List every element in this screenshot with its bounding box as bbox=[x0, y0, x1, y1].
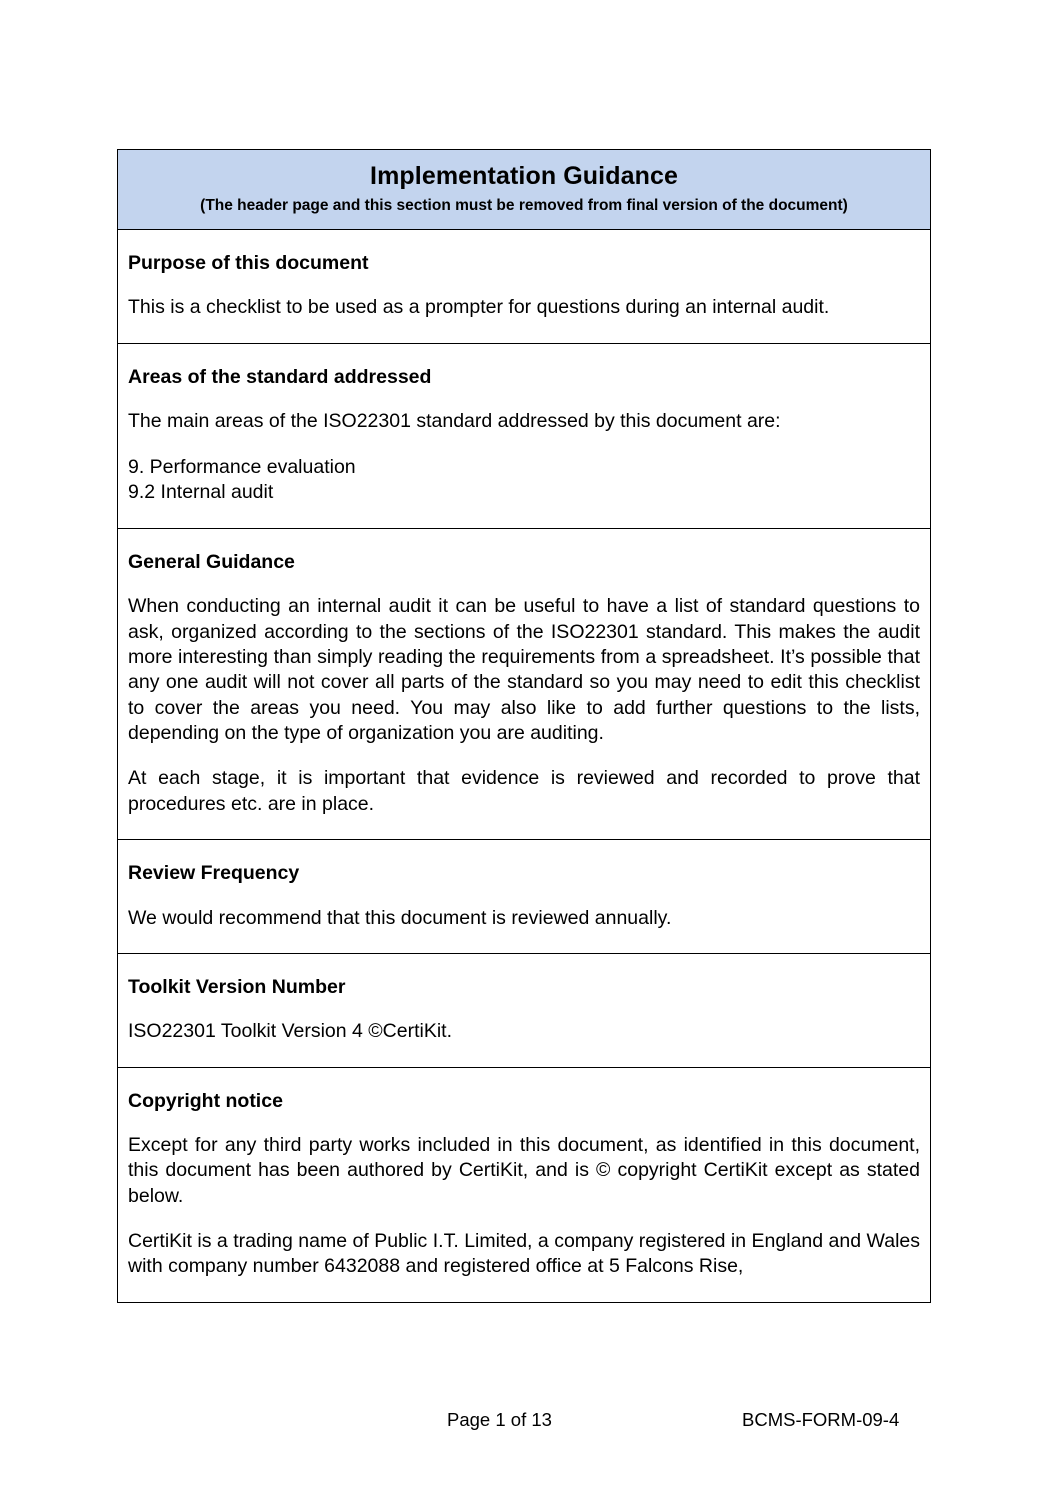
implementation-guidance-table bbox=[117, 149, 931, 1303]
section-paragraph: At each stage, it is important that evidence is reviewed and recorded to prove that procedures etc. are in place. bbox=[128, 767, 920, 815]
section-toolkit-version-number bbox=[118, 975, 930, 1068]
footer-document-reference: BCMS-FORM-09-4 bbox=[742, 1409, 900, 1430]
section-paragraph: When conducting an internal audit it can be useful to have a list of standard questions to ask, organized according to the sections of the ISO22301 standard. This makes the audit more interesting than simply reading the requirements from a spreadsheet. It’s possible that any one audit will not cover all parts of the standard so you may need to edit this checklist to cover the areas you need. You may also like to add further questions to the lists, depending on the type of organization you are auditing. bbox=[128, 595, 920, 745]
section-paragraph: Except for any third party works included in this document, as identified in this document, this document has been authored by CertiKit, and is © copyright CertiKit except as stated below. bbox=[128, 1133, 920, 1207]
section-copyright-notice bbox=[118, 1089, 930, 1303]
standard-areas-list bbox=[128, 455, 920, 506]
header-removal-notice: (The header page and this section must be removed from final version of the document) bbox=[200, 196, 848, 214]
section-heading: Review Frequency bbox=[128, 862, 300, 885]
section-heading: Areas of the standard addressed bbox=[128, 365, 432, 388]
section-review-frequency bbox=[118, 861, 930, 954]
section-heading: Toolkit Version Number bbox=[128, 975, 346, 998]
footer-page-number: Page 1 of 13 bbox=[447, 1409, 552, 1430]
page-break-clip bbox=[0, 1346, 1059, 1406]
section-paragraph: The main areas of the ISO22301 standard addressed by this document are: bbox=[128, 410, 781, 433]
section-purpose-of-this-document bbox=[118, 251, 930, 344]
list-item: 9. Performance evaluation bbox=[128, 455, 356, 478]
guidance-header-cell bbox=[118, 150, 930, 230]
page-title: Implementation Guidance bbox=[370, 162, 678, 190]
section-general-guidance bbox=[118, 550, 930, 840]
section-heading: Copyright notice bbox=[128, 1089, 283, 1112]
section-paragraph: ISO22301 Toolkit Version 4 ©CertiKit. bbox=[128, 1020, 453, 1043]
page-footer bbox=[117, 1409, 931, 1435]
section-paragraph: CertiKit is a trading name of Public I.T. Limited, a company registered in England and Wales with company number 6432088 and registered office at 5 Falcons Rise, bbox=[128, 1229, 920, 1278]
list-item: 9.2 Internal audit bbox=[128, 481, 274, 504]
section-heading: Purpose of this document bbox=[128, 252, 369, 275]
section-areas-of-the-standard-addressed bbox=[118, 365, 930, 529]
section-paragraph: We would recommend that this document is reviewed annually. bbox=[128, 906, 672, 929]
section-paragraph: This is a checklist to be used as a prompter for questions during an internal audit. bbox=[128, 296, 830, 319]
section-heading: General Guidance bbox=[128, 551, 295, 573]
